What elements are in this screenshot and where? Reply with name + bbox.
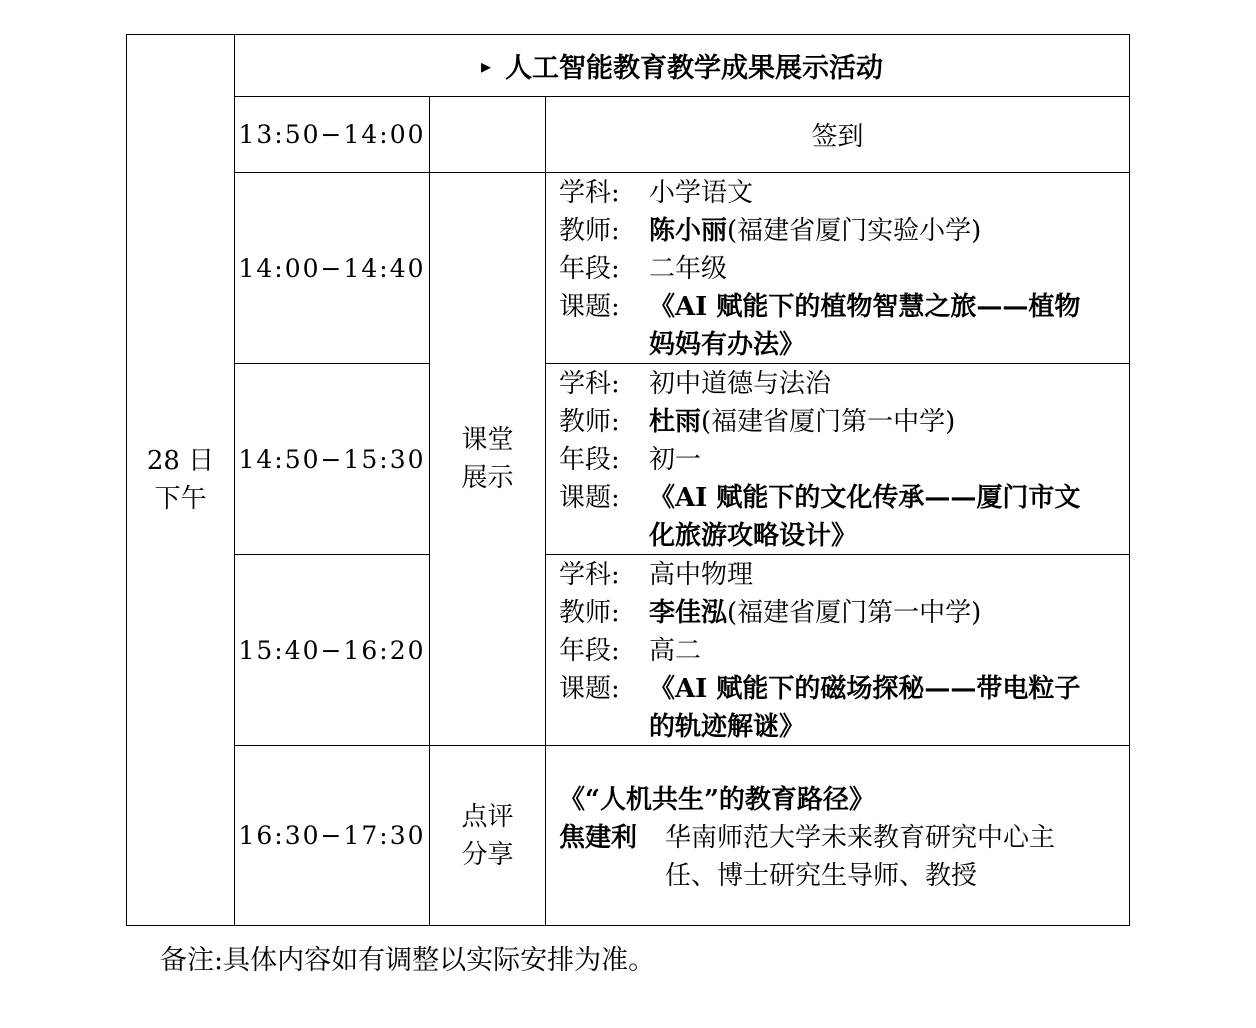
teacher-name: 陈小丽 [649, 216, 728, 246]
topic-title: 《AI 赋能下的磁场探秘——带电粒子 [649, 674, 1081, 704]
date-period: 下午 [154, 484, 207, 514]
type-cell-class [430, 173, 545, 745]
date-day: 28 日 [146, 446, 215, 476]
field-label: 学科: [559, 560, 620, 590]
speaker-name: 焦建利 [559, 823, 638, 853]
school-name: (福建省厦门第一中学) [727, 598, 982, 628]
topic-title: 《AI 赋能下的文化传承——厦门市文 [649, 483, 1081, 513]
triangle-marker-icon: ▸ [480, 53, 492, 78]
session-cell [559, 556, 1129, 744]
time-cell: 13:50−14:00 [238, 120, 426, 149]
field-label: 教师: [559, 216, 620, 246]
topic-title-cont: 的轨迹解谜》 [649, 712, 806, 742]
date-cell [127, 35, 234, 925]
topic-title: 《AI 赋能下的植物智慧之旅——植物 [649, 292, 1081, 322]
section-title-text: 人工智能教育教学成果展示活动 [505, 53, 884, 84]
session-cell [559, 174, 1129, 362]
grade-value: 高二 [649, 636, 702, 666]
field-label: 课题: [559, 483, 620, 513]
topic-title-cont: 化旅游攻略设计》 [649, 521, 858, 551]
type-label: 课堂 [461, 425, 514, 455]
subject-value: 初中道德与法治 [649, 369, 832, 399]
field-label: 学科: [559, 369, 620, 399]
field-label: 教师: [559, 407, 620, 437]
subject-value: 高中物理 [649, 560, 754, 590]
sign-in-cell: 签到 [811, 122, 864, 152]
school-name: (福建省厦门第一中学) [701, 407, 956, 437]
field-label: 年段: [559, 445, 620, 475]
subject-value: 小学语文 [649, 178, 754, 208]
grade-value: 二年级 [649, 254, 728, 284]
type-label: 点评 [461, 801, 514, 832]
school-name: (福建省厦门实验小学) [727, 216, 982, 246]
time-cell: 15:40−16:20 [238, 635, 426, 665]
time-cell: 16:30−17:30 [238, 821, 426, 850]
teacher-name: 杜雨 [649, 407, 702, 437]
grade-value: 初一 [649, 445, 702, 475]
field-label: 年段: [559, 636, 620, 666]
time-cell: 14:50−15:30 [238, 444, 426, 474]
section-title [235, 35, 1129, 96]
teacher-name: 李佳泓 [649, 598, 728, 628]
time-cell: 14:00−14:40 [238, 253, 426, 283]
type-label: 分享 [461, 839, 514, 870]
footnote: 备注:具体内容如有调整以实际安排为准。 [160, 945, 656, 976]
talk-title: 《“人机共生”的教育路径》 [559, 785, 875, 815]
type-label: 展示 [461, 463, 514, 493]
type-cell-review [430, 746, 545, 925]
review-cell [559, 781, 1129, 921]
speaker-role-cont: 任、博士研究生导师、教授 [665, 861, 978, 891]
field-label: 课题: [559, 674, 620, 704]
field-label: 课题: [559, 292, 620, 322]
speaker-role: 华南师范大学未来教育研究中心主 [665, 823, 1056, 853]
session-cell [559, 365, 1129, 553]
field-label: 学科: [559, 178, 620, 208]
field-label: 教师: [559, 598, 620, 628]
topic-title-cont: 妈妈有办法》 [649, 330, 806, 360]
schedule-table [126, 34, 1130, 926]
field-label: 年段: [559, 254, 620, 284]
